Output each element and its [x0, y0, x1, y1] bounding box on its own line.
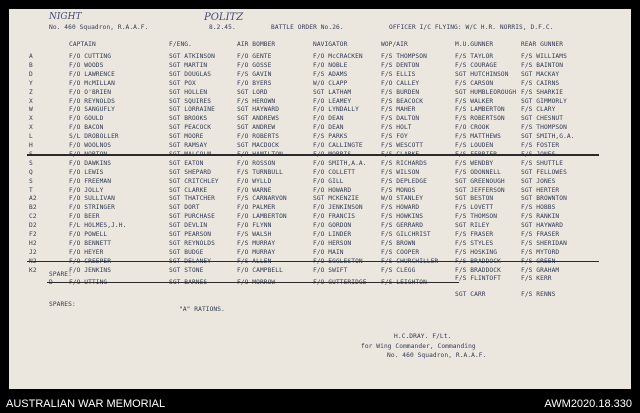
crew-position: A2 — [29, 195, 37, 203]
spare-label: SPARE: — [49, 271, 72, 278]
crew-flight-engineer: SGT LORRAINE — [169, 106, 215, 114]
crew-position: B2 — [29, 204, 37, 212]
column-header-navigator: NAVIGATOR — [313, 41, 348, 48]
crew-wop-air: F/S HOLT — [381, 124, 412, 132]
crew-air-bomber: F/O BYERS — [237, 79, 272, 87]
crew-mu-gunner: F/S TAYLOR — [455, 53, 494, 60]
crew-air-bomber: F/S MURRAY — [237, 239, 276, 247]
crew-position: D — [29, 70, 33, 78]
crew-air-bomber: F/O ROBERTS — [237, 133, 280, 141]
crew-air-bomber: F/O MURRAY — [237, 248, 276, 256]
column-header-flight-engineer: F/ENG. — [169, 41, 192, 48]
crew-navigator: SGT LATHAM — [313, 88, 352, 96]
crew-position: S — [29, 177, 33, 185]
battle-order-number: BATTLE ORDER No.26. — [271, 24, 344, 31]
crew-flight-engineer: SGT STONE — [169, 266, 204, 274]
crew-position: T — [29, 186, 33, 194]
crew-air-bomber: SGT MACDOCK — [237, 142, 280, 149]
crew-wop-air: F/S FOY — [381, 133, 408, 141]
crew-navigator: F/O SMITH,A.A. — [313, 159, 367, 167]
crew-position: H — [29, 142, 33, 149]
column-header-wop-air: WOP/AIR — [381, 41, 408, 48]
crew-wop-air: F/S GILCHRIST — [381, 231, 431, 238]
crew-mu-gunner: F/S LOUDEN — [455, 142, 494, 149]
crew-flight-engineer: SGT DEVLIN — [169, 222, 208, 230]
rations-note: "A" RATIONS. — [179, 306, 225, 313]
crew-position: H2 — [29, 239, 37, 247]
crew-captain: F/O POWELL — [69, 231, 108, 238]
order-date: 8.2.45. — [209, 24, 236, 31]
spares-label: SPARES: — [49, 301, 76, 308]
crew-position: S — [29, 159, 33, 167]
crew-navigator: F/O McCRACKEN — [313, 53, 363, 60]
crew-flight-engineer: SGT THATCHER — [169, 195, 215, 203]
crew-wop-air: F/S COOPER — [381, 248, 420, 256]
crew-captain: F/O SANGUFLY — [69, 106, 115, 114]
crew-rear-gunner: SGT CHESNUT — [521, 115, 564, 123]
crew-mu-gunner: SGT HUTCHINSON — [455, 70, 509, 78]
crew-captain: F/O LEWIS — [69, 168, 104, 176]
crew-wop-air: F/S CLEGG — [381, 266, 416, 274]
crew-captain: F/O JOLLY — [69, 186, 104, 194]
crew-flight-engineer: SGT PURCHASE — [169, 213, 215, 221]
crew-navigator: F/O COLLETT — [313, 168, 356, 176]
crew-air-bomber: F/O WARNE — [237, 186, 272, 194]
crew-navigator: F/O JENKINSON — [313, 204, 363, 212]
crew-flight-engineer: SGT POX — [169, 79, 196, 87]
crew-air-bomber: SGT ANDREWS — [237, 115, 280, 123]
handwritten-night: NIGHT — [49, 12, 82, 22]
crew-flight-engineer: SGT PEACOCK — [169, 124, 212, 132]
crew-rear-gunner: F/S SHARKIE — [521, 88, 564, 96]
crew-air-bomber: F/S CARNARVON — [237, 195, 287, 203]
crew-captain: F/O FREEMAN — [69, 177, 112, 185]
crew-air-bomber: F/S GAVIN — [237, 70, 272, 78]
crew-wop-air: F/S BURDEN — [381, 88, 420, 96]
crew-rear-gunner: SGT MACKAY — [521, 70, 560, 78]
spare-rear-gunner: F/S KERR — [521, 275, 552, 282]
spare-strikethrough — [47, 282, 459, 283]
crew-flight-engineer: SGT RAMSAY — [169, 142, 208, 149]
crew-captain: S/L DROBOLLER — [69, 133, 119, 141]
crew-flight-engineer: SGT CLARKE — [169, 186, 208, 194]
crew-position: D2 — [29, 222, 37, 230]
crew-rear-gunner: F/S THOMPSON — [521, 124, 567, 132]
crew-wop-air: F/S THOMPSON — [381, 53, 427, 60]
crew-position: B — [29, 61, 33, 69]
crew-wop-air: F/O CALLEY — [381, 79, 420, 87]
crew-rear-gunner: SGT SMITH,G.A. — [521, 133, 575, 141]
crew-rear-gunner: F/S BAINTON — [521, 61, 564, 69]
crew-mu-gunner: F/S FRASER — [455, 231, 494, 238]
column-header-rear-gunner: REAR GUNNER — [521, 41, 564, 48]
crew-captain: F/O WOODS — [69, 61, 104, 69]
crew-navigator: F/O DEAN — [313, 115, 344, 123]
crew-rear-gunner: SGT GIMMORLY — [521, 97, 567, 105]
signature-name: H.C.DRAY. F/Lt. — [394, 333, 452, 340]
crew-mu-gunner: F/S LOVETT — [455, 204, 494, 212]
crew-navigator: F/O NOBLE — [313, 61, 348, 69]
spare-mu-gunner-2: SGT CARR — [455, 291, 486, 298]
crew-mu-gunner: F/S LAMBERTON — [455, 106, 505, 114]
crew-air-bomber: F/O GOSSE — [237, 61, 272, 69]
crew-captain: F/O BEER — [69, 213, 100, 221]
crew-navigator: F/S PARKS — [313, 133, 348, 141]
crew-position: F2 — [29, 231, 37, 238]
crew-mu-gunner: SGT JEFFERSON — [455, 186, 505, 194]
officer-flying: OFFICER I/C FLYING: W/C H.R. NORRIS, D.F.C. — [389, 24, 554, 31]
crew-navigator: F/O GORDON — [313, 222, 352, 230]
crew-air-bomber: F/O WYLLD — [237, 177, 272, 185]
crew-flight-engineer: SGT HOLLEN — [169, 88, 208, 96]
crew-navigator: F/O HERSON — [313, 239, 352, 247]
crew-wop-air: F/S MONOS — [381, 186, 416, 194]
footer-accession-number: AWM2020.18.330 — [544, 398, 632, 410]
crew-rear-gunner: SGT BROWNTON — [521, 195, 567, 203]
crew-position: Z — [29, 88, 33, 96]
handwritten-politz: POLITZ — [204, 12, 244, 23]
signature-line-2: No. 460 Squadron, R.A.A.F. — [387, 352, 487, 359]
crew-wop-air: F/S RICHARDS — [381, 159, 427, 167]
footer-institution: AUSTRALIAN WAR MEMORIAL — [6, 398, 166, 410]
crew-mu-gunner: SGT HUMBLEOROUGH — [455, 88, 517, 96]
crew-position: X — [29, 124, 33, 132]
crew-captain: F/O WOOLNOS — [69, 142, 112, 149]
crew-position: Y — [29, 79, 33, 87]
crew-navigator: F/O MAIN — [313, 248, 344, 256]
archive-footer — [0, 396, 640, 413]
crew-mu-gunner: F/S ROBERTSON — [455, 115, 505, 123]
column-header-mu-gunner: M.U.GUNNER — [455, 41, 494, 48]
crew-position: K2 — [29, 266, 37, 274]
crew-navigator: F/O SWIFT — [313, 266, 348, 274]
crew-captain: F/O GOULD — [69, 115, 104, 123]
crew-rear-gunner: F/S FOSTER — [521, 142, 560, 149]
crew-rear-gunner: F/S HOBBS — [521, 204, 556, 212]
battle-order-document — [9, 9, 631, 389]
crew-air-bomber: F/O PALMER — [237, 204, 276, 212]
crew-rear-gunner: F/S SHUTTLE — [521, 159, 564, 167]
crew-captain: F/O LAWRENCE — [69, 70, 115, 78]
crew-mu-gunner: F/S BRADDOCK — [455, 266, 501, 274]
crew-mu-gunner: F/S WALKER — [455, 97, 494, 105]
crew-navigator: F/O GILL — [313, 177, 344, 185]
crew-wop-air: F/S WESCOTT — [381, 142, 424, 149]
crew-captain: F/O BENNETT — [69, 239, 112, 247]
crew-air-bomber: F/O FLYNN — [237, 222, 272, 230]
crew-captain: F/O REYNOLDS — [69, 97, 115, 105]
crew-navigator: F/S ADAMS — [313, 70, 348, 78]
crew-rear-gunner: F/S MYTORD — [521, 248, 560, 256]
crew-mu-gunner: F/S STYLES — [455, 239, 494, 247]
crew-captain: F/L HOLMES,J.H. — [69, 222, 127, 230]
crew-navigator: F/O LEAMEY — [313, 97, 352, 105]
crew-flight-engineer: SGT DORT — [169, 204, 200, 212]
crew-rear-gunner: F/S FRASER — [521, 231, 560, 238]
crew-position: L — [29, 133, 33, 141]
crew-captain: F/O McMILLAN — [69, 79, 115, 87]
crew-rear-gunner: SGT HERTER — [521, 186, 560, 194]
crew-navigator: W/O CLAPP — [313, 79, 348, 87]
crew-position: J2 — [29, 248, 37, 256]
crew-wop-air: F/S HOWARD — [381, 204, 420, 212]
crew-air-bomber: SGT LORD — [237, 88, 268, 96]
crew-navigator: F/O LINDER — [313, 231, 352, 238]
crew-captain: F/O O'BRIEN — [69, 88, 112, 96]
row-strikethrough — [27, 261, 599, 262]
crew-rear-gunner: SGT FELLOWES — [521, 168, 567, 176]
crew-flight-engineer: SGT DOUGLAS — [169, 70, 212, 78]
crew-flight-engineer: SGT ATKINSON — [169, 53, 215, 60]
crew-air-bomber: F/O CAMPBELL — [237, 266, 283, 274]
spare-rear-gunner-2: F/S RENNS — [521, 291, 556, 298]
crew-wop-air: F/S WILSON — [381, 168, 420, 176]
crew-rear-gunner: F/S WILLIAMS — [521, 53, 567, 60]
crew-captain: F/O BACON — [69, 124, 104, 132]
column-header-captain: CAPTAIN — [69, 41, 96, 48]
crew-captain: F/O CUTTING — [69, 53, 112, 60]
crew-air-bomber: F/O GENTE — [237, 53, 272, 60]
crew-air-bomber: F/S HEROWN — [237, 97, 276, 105]
crew-navigator: F/O CALLINGTE — [313, 142, 363, 149]
crew-navigator: F/O LYNDALLY — [313, 106, 359, 114]
row-strikethrough — [27, 154, 599, 155]
crew-navigator: F/O HOWARD — [313, 186, 352, 194]
crew-wop-air: F/S BEACOCK — [381, 97, 424, 105]
crew-mu-gunner: SGT BESTON — [455, 195, 494, 203]
crew-rear-gunner: F/S GRAHAM — [521, 266, 560, 274]
crew-navigator: SGT MCKENZIE — [313, 195, 359, 203]
crew-rear-gunner: SGT HAYWARD — [521, 222, 564, 230]
crew-rear-gunner: F/S CLARY — [521, 106, 556, 114]
crew-rear-gunner: F/S CAIRNS — [521, 79, 560, 87]
signature-line-1: for Wing Commander, Commanding — [361, 343, 476, 350]
crew-rear-gunner: F/S SHERIDAN — [521, 239, 567, 247]
squadron-heading: No. 460 Squadron, R.A.A.F. — [49, 24, 149, 31]
crew-wop-air: F/S BROWN — [381, 239, 416, 247]
crew-flight-engineer: SGT MOORE — [169, 133, 204, 141]
crew-mu-gunner: F/S WENDBY — [455, 159, 494, 167]
column-header-air-bomber: AIR BOMBER — [237, 41, 276, 48]
crew-mu-gunner: SGT RILEY — [455, 222, 490, 230]
spare-mu-gunner: F/S FLINTOFT — [455, 275, 501, 282]
crew-wop-air: F/S ELLIS — [381, 70, 416, 78]
crew-position: Q — [29, 168, 33, 176]
crew-flight-engineer: SGT BUDGE — [169, 248, 204, 256]
crew-air-bomber: SGT HAYWARD — [237, 106, 280, 114]
crew-wop-air: F/S MAHER — [381, 106, 416, 114]
crew-navigator: F/O DEAN — [313, 124, 344, 132]
crew-flight-engineer: SGT CRITCHLEY — [169, 177, 219, 185]
crew-flight-engineer: SGT MARTIN — [169, 61, 208, 69]
crew-rear-gunner: F/S RANKIN — [521, 213, 560, 221]
crew-mu-gunner: SGT GREENOUGH — [455, 177, 505, 185]
crew-air-bomber: F/S WALSH — [237, 231, 272, 238]
crew-position: W — [29, 106, 33, 114]
crew-wop-air: W/O STANLEY — [381, 195, 424, 203]
crew-position: C2 — [29, 213, 37, 221]
crew-air-bomber: F/O ROSSON — [237, 159, 276, 167]
crew-rear-gunner: SGT JONES — [521, 177, 556, 185]
crew-mu-gunner: F/S HOSKING — [455, 248, 498, 256]
crew-air-bomber: F/S TURNBULL — [237, 168, 283, 176]
crew-mu-gunner: F/S COURAGE — [455, 61, 498, 69]
crew-captain: F/O SULLIVAN — [69, 195, 115, 203]
crew-mu-gunner: F/S CARSON — [455, 79, 494, 87]
crew-flight-engineer: SGT SHEPARD — [169, 168, 212, 176]
crew-flight-engineer: SGT BROOKS — [169, 115, 208, 123]
crew-wop-air: F/S GERRARD — [381, 222, 424, 230]
crew-mu-gunner: F/S MATTHEWS — [455, 133, 501, 141]
crew-position: X — [29, 115, 33, 123]
crew-flight-engineer: SGT PEARSON — [169, 231, 212, 238]
crew-mu-gunner: F/S ODONNELL — [455, 168, 501, 176]
crew-mu-gunner: F/S THOMSON — [455, 213, 498, 221]
crew-captain: F/O JENKINS — [69, 266, 112, 274]
crew-flight-engineer: SGT SQUIRES — [169, 97, 212, 105]
crew-air-bomber: SGT ANDREW — [237, 124, 276, 132]
crew-wop-air: F/S DENTON — [381, 61, 420, 69]
crew-wop-air: F/S DALTON — [381, 115, 420, 123]
crew-flight-engineer: SGT REYNOLDS — [169, 239, 215, 247]
crew-air-bomber: F/O LAMBERTON — [237, 213, 287, 221]
crew-position: X — [29, 97, 33, 105]
crew-mu-gunner: F/O CROOK — [455, 124, 490, 132]
crew-captain: F/O DAWKINS — [69, 159, 112, 167]
crew-captain: F/O HEYER — [69, 248, 104, 256]
crew-wop-air: F/S HOWKINS — [381, 213, 424, 221]
crew-captain: F/O STRINGER — [69, 204, 115, 212]
crew-flight-engineer: SGT EATON — [169, 159, 204, 167]
crew-position: A — [29, 53, 33, 60]
crew-wop-air: F/S DEPLEDGE — [381, 177, 427, 185]
crew-navigator: F/O FRANCIS — [313, 213, 356, 221]
